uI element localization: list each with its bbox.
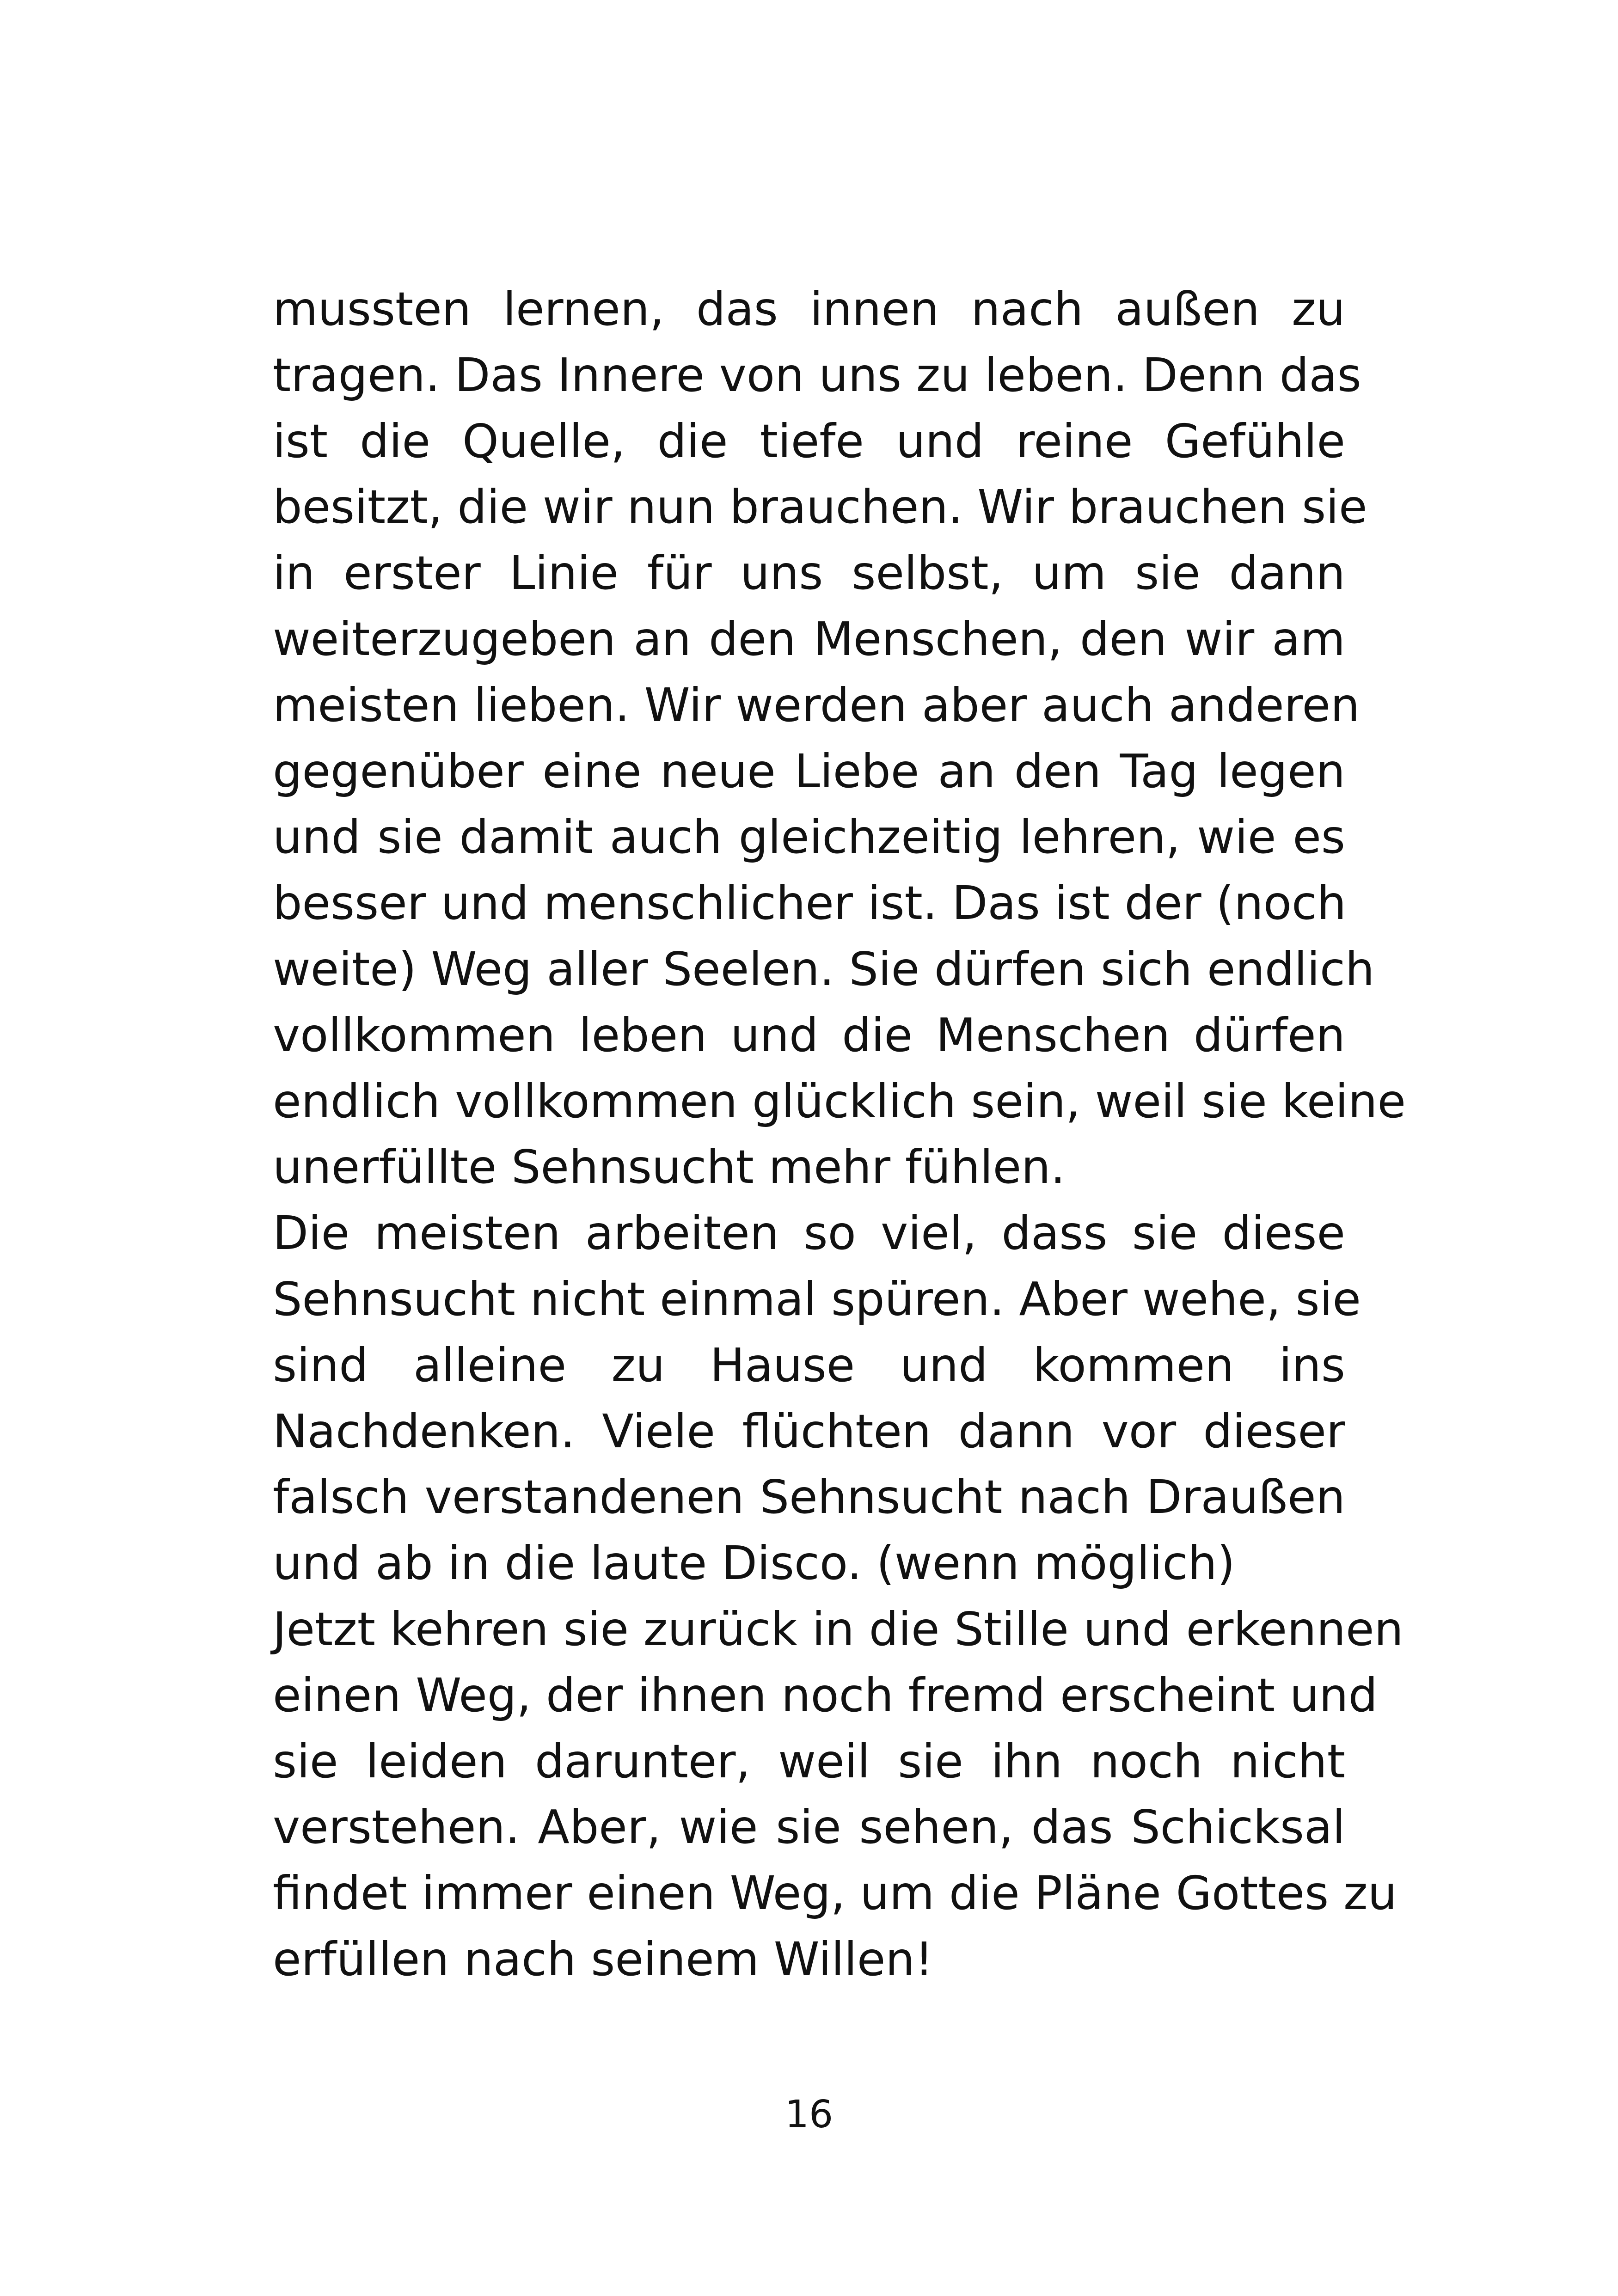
text-line: unerfüllte Sehnsucht mehr fühlen. (273, 1140, 1066, 1194)
text-line: mussten lernen, das innen nach außen zu (273, 282, 1345, 336)
text-line: findet immer einen Weg, um die Pläne Gottes zu (273, 1866, 1397, 1921)
text-line: weite) Weg aller Seelen. Sie dürfen sich endlich (273, 942, 1375, 996)
text-line: sind alleine zu Hause und kommen ins (273, 1338, 1345, 1392)
text-line: tragen. Das Innere von uns zu leben. Denn das (273, 348, 1361, 402)
page-number: 16 (784, 2093, 834, 2137)
text-line: und sie damit auch gleichzeitig lehren, wie es (273, 810, 1345, 864)
text-line: besitzt, die wir nun brauchen. Wir brauchen sie (273, 480, 1367, 534)
text-line: ist die Quelle, die tiefe und reine Gefühle (273, 414, 1345, 468)
text-line: gegenüber eine neue Liebe an den Tag legen (273, 744, 1345, 798)
text-line: Sehnsucht nicht einmal spüren. Aber wehe, sie (273, 1272, 1361, 1326)
text-line: besser und menschlicher ist. Das ist der (noch (273, 876, 1347, 931)
text-line: vollkommen leben und die Menschen dürfen (273, 1008, 1345, 1062)
text-line: erfüllen nach seinem Willen! (273, 1932, 933, 1986)
text-line: einen Weg, der ihnen noch fremd erscheint und (273, 1668, 1378, 1722)
text-line: falsch verstandenen Sehnsucht nach Draußen (273, 1470, 1345, 1525)
text-line: und ab in die laute Disco. (wenn möglich) (273, 1536, 1235, 1591)
text-line: meisten lieben. Wir werden aber auch anderen (273, 678, 1360, 732)
text-line: Jetzt kehren sie zurück in die Stille und erkennen (273, 1602, 1403, 1656)
text-line: weiterzugeben an den Menschen, den wir am (273, 612, 1345, 666)
body-text (273, 276, 1406, 1993)
text-line: in erster Linie für uns selbst, um sie dann (273, 546, 1345, 600)
text-line: Nachdenken. Viele flüchten dann vor dieser (273, 1404, 1345, 1458)
text-line: Die meisten arbeiten so viel, dass sie diese (273, 1206, 1345, 1261)
text-line: endlich vollkommen glücklich sein, weil sie keine (273, 1074, 1406, 1128)
text-line: sie leiden darunter, weil sie ihn noch nicht (273, 1734, 1345, 1788)
text-line: verstehen. Aber, wie sie sehen, das Schicksal (273, 1800, 1345, 1855)
